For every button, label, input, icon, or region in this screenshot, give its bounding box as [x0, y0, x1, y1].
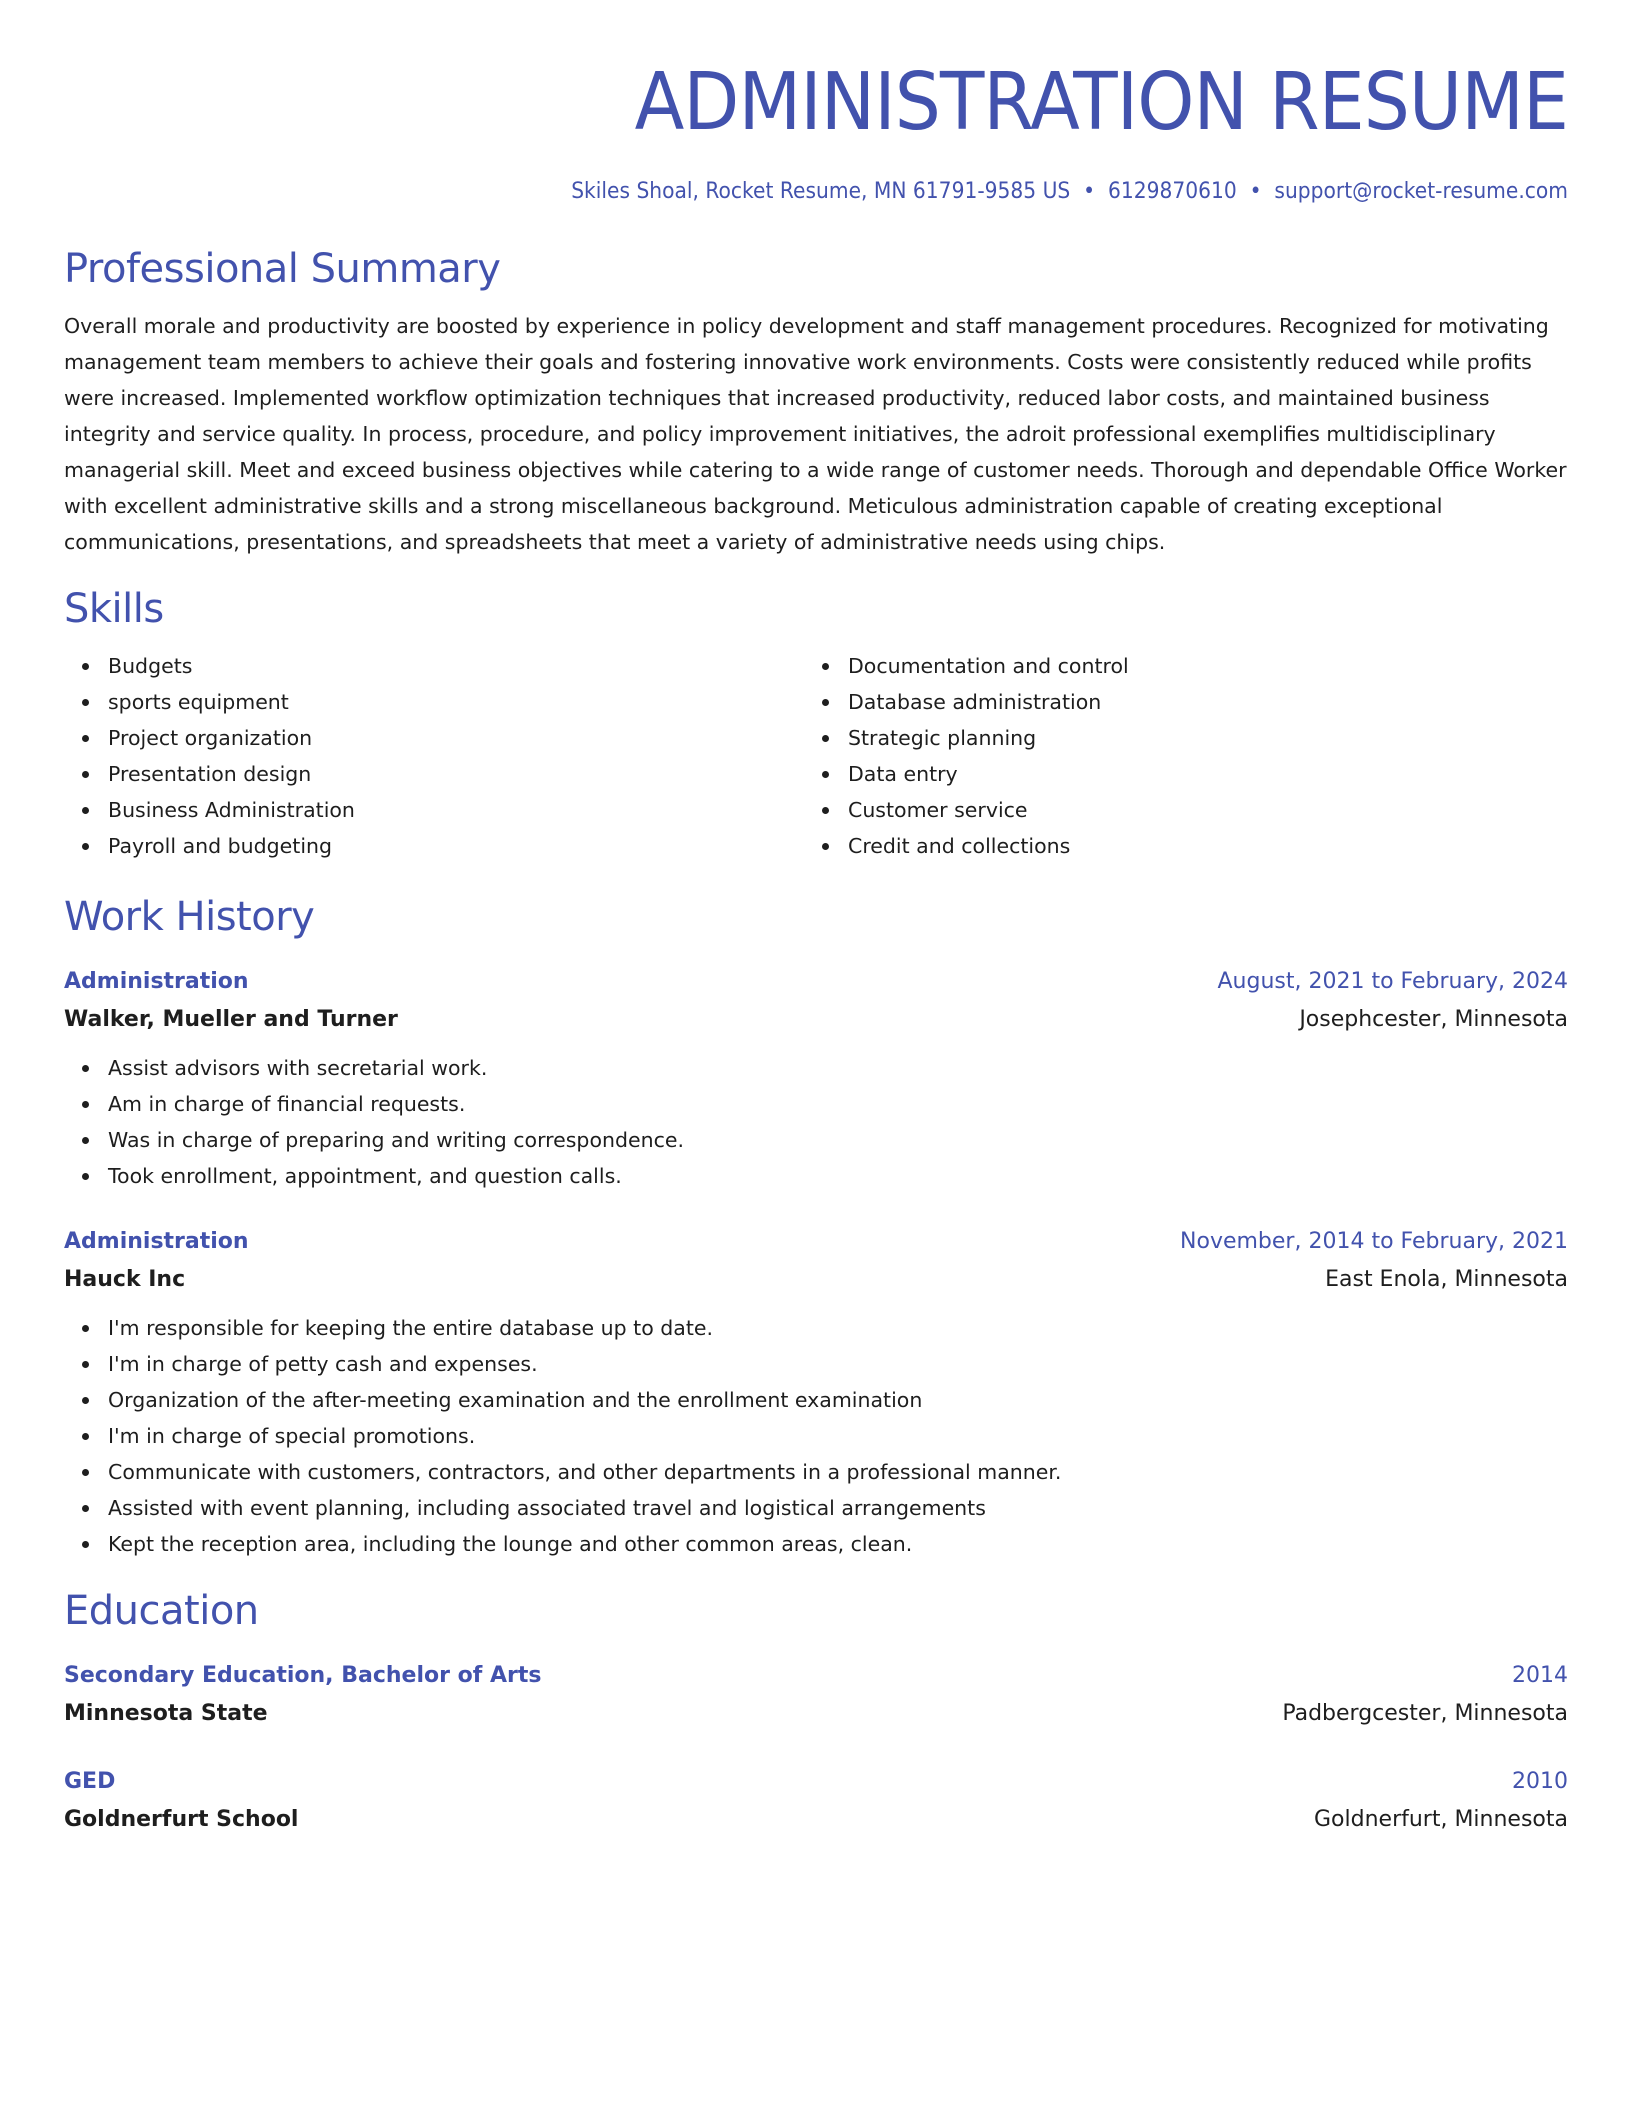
skill-item: Project organization: [108, 720, 804, 756]
job-header-row: [64, 1224, 1568, 1260]
education-degree: GED: [64, 1769, 116, 1794]
responsibility-item: I'm responsible for keeping the entire database up to date.: [108, 1310, 1568, 1346]
resume-title: ADMINISTRATION RESUME: [634, 56, 1568, 148]
skill-item: Documentation and control: [848, 648, 1544, 684]
job-title: Administration: [64, 1229, 249, 1254]
education-location: Goldnerfurt, Minnesota: [1314, 1807, 1568, 1832]
education-entry: [64, 1658, 1568, 1734]
education-school-row: [64, 1800, 1568, 1840]
section-title-summary: Professional Summary: [64, 246, 501, 292]
summary-text: Overall morale and productivity are boosted by experience in policy development and staff management procedures. Recognized for motivating management team members to achieve their goals and fostering innovative work environments. Costs were consistently reduced while profits were increased. Implemented workflow optimization techniques that increased productivity, reduced labor costs, and maintained business integrity and service quality. In process, procedure, and policy improvement initiatives, the adroit professional exemplifies multidisciplinary managerial skill. Meet and exceed business objectives while catering to a wide range of customer needs. Thorough and dependable Office Worker with excellent administrative skills and a strong miscellaneous background. Meticulous administration capable of creating exceptional communications, presentations, and spreadsheets that meet a variety of administrative needs using chips.: [64, 314, 1567, 554]
skill-item: Presentation design: [108, 756, 804, 792]
skill-item: sports equipment: [108, 684, 804, 720]
contact-separator: •: [1083, 179, 1096, 204]
responsibility-item: Organization of the after-meeting examination and the enrollment examination: [108, 1382, 1568, 1418]
contact-phone: 6129870610: [1107, 179, 1237, 204]
education-school-row: [64, 1694, 1568, 1734]
contact-line: [184, 176, 1568, 208]
job-company: Walker, Mueller and Turner: [64, 1007, 398, 1032]
job-responsibilities: [64, 1050, 1568, 1194]
responsibility-item: Communicate with customers, contractors, and other departments in a professional manner.: [108, 1454, 1568, 1490]
education-header-row: [64, 1764, 1568, 1800]
education-school: Minnesota State: [64, 1701, 268, 1726]
skill-item: Strategic planning: [848, 720, 1544, 756]
responsibility-item: I'm in charge of petty cash and expenses.: [108, 1346, 1568, 1382]
section-title-education: Education: [64, 1588, 259, 1634]
contact-address: Skiles Shoal, Rocket Resume, MN 61791-9585 US: [571, 179, 1071, 204]
responsibility-item: Am in charge of financial requests.: [108, 1086, 1568, 1122]
job-entry: [64, 1224, 1568, 1562]
skill-item: Business Administration: [108, 792, 804, 828]
education-year: 2010: [1512, 1769, 1568, 1794]
skills-section: [64, 584, 1568, 864]
education-degree: Secondary Education, Bachelor of Arts: [64, 1663, 542, 1688]
education-location: Padbergcester, Minnesota: [1282, 1701, 1568, 1726]
job-header-row: [64, 964, 1568, 1000]
job-dates: November, 2014 to February, 2021: [1180, 1229, 1568, 1254]
section-title-work-history: Work History: [64, 894, 315, 940]
work-history-section: [64, 892, 1568, 1562]
education-year: 2014: [1512, 1663, 1568, 1688]
contact-separator: •: [1249, 179, 1262, 204]
section-title-skills: Skills: [64, 586, 164, 632]
contact-email: support@rocket-resume.com: [1274, 179, 1568, 204]
job-company-row: [64, 1260, 1568, 1300]
responsibility-item: I'm in charge of special promotions.: [108, 1418, 1568, 1454]
job-responsibilities: [64, 1310, 1568, 1562]
job-location: Josephcester, Minnesota: [1299, 1007, 1568, 1032]
education-entry: [64, 1764, 1568, 1840]
education-section: [64, 1586, 1568, 1840]
skill-item: Payroll and budgeting: [108, 828, 804, 864]
skill-item: Credit and collections: [848, 828, 1544, 864]
job-company-row: [64, 1000, 1568, 1040]
responsibility-item: Kept the reception area, including the lounge and other common areas, clean.: [108, 1526, 1568, 1562]
education-header-row: [64, 1658, 1568, 1694]
resume-header: [64, 0, 1568, 208]
responsibility-item: Took enrollment, appointment, and question calls.: [108, 1158, 1568, 1194]
job-company: Hauck Inc: [64, 1267, 186, 1292]
skill-item: Database administration: [848, 684, 1544, 720]
job-title: Administration: [64, 969, 249, 994]
responsibility-item: Was in charge of preparing and writing correspondence.: [108, 1122, 1568, 1158]
skills-grid: [64, 648, 1568, 864]
job-entry: [64, 964, 1568, 1194]
responsibility-item: Assist advisors with secretarial work.: [108, 1050, 1568, 1086]
skill-item: Data entry: [848, 756, 1544, 792]
skill-item: Budgets: [108, 648, 804, 684]
skills-list-left: [64, 648, 804, 864]
education-school: Goldnerfurt School: [64, 1807, 299, 1832]
skills-list-right: [804, 648, 1544, 864]
responsibility-item: Assisted with event planning, including associated travel and logistical arrangements: [108, 1490, 1568, 1526]
skill-item: Customer service: [848, 792, 1544, 828]
job-location: East Enola, Minnesota: [1325, 1267, 1568, 1292]
professional-summary-section: [64, 244, 1568, 560]
job-dates: August, 2021 to February, 2024: [1217, 969, 1568, 994]
